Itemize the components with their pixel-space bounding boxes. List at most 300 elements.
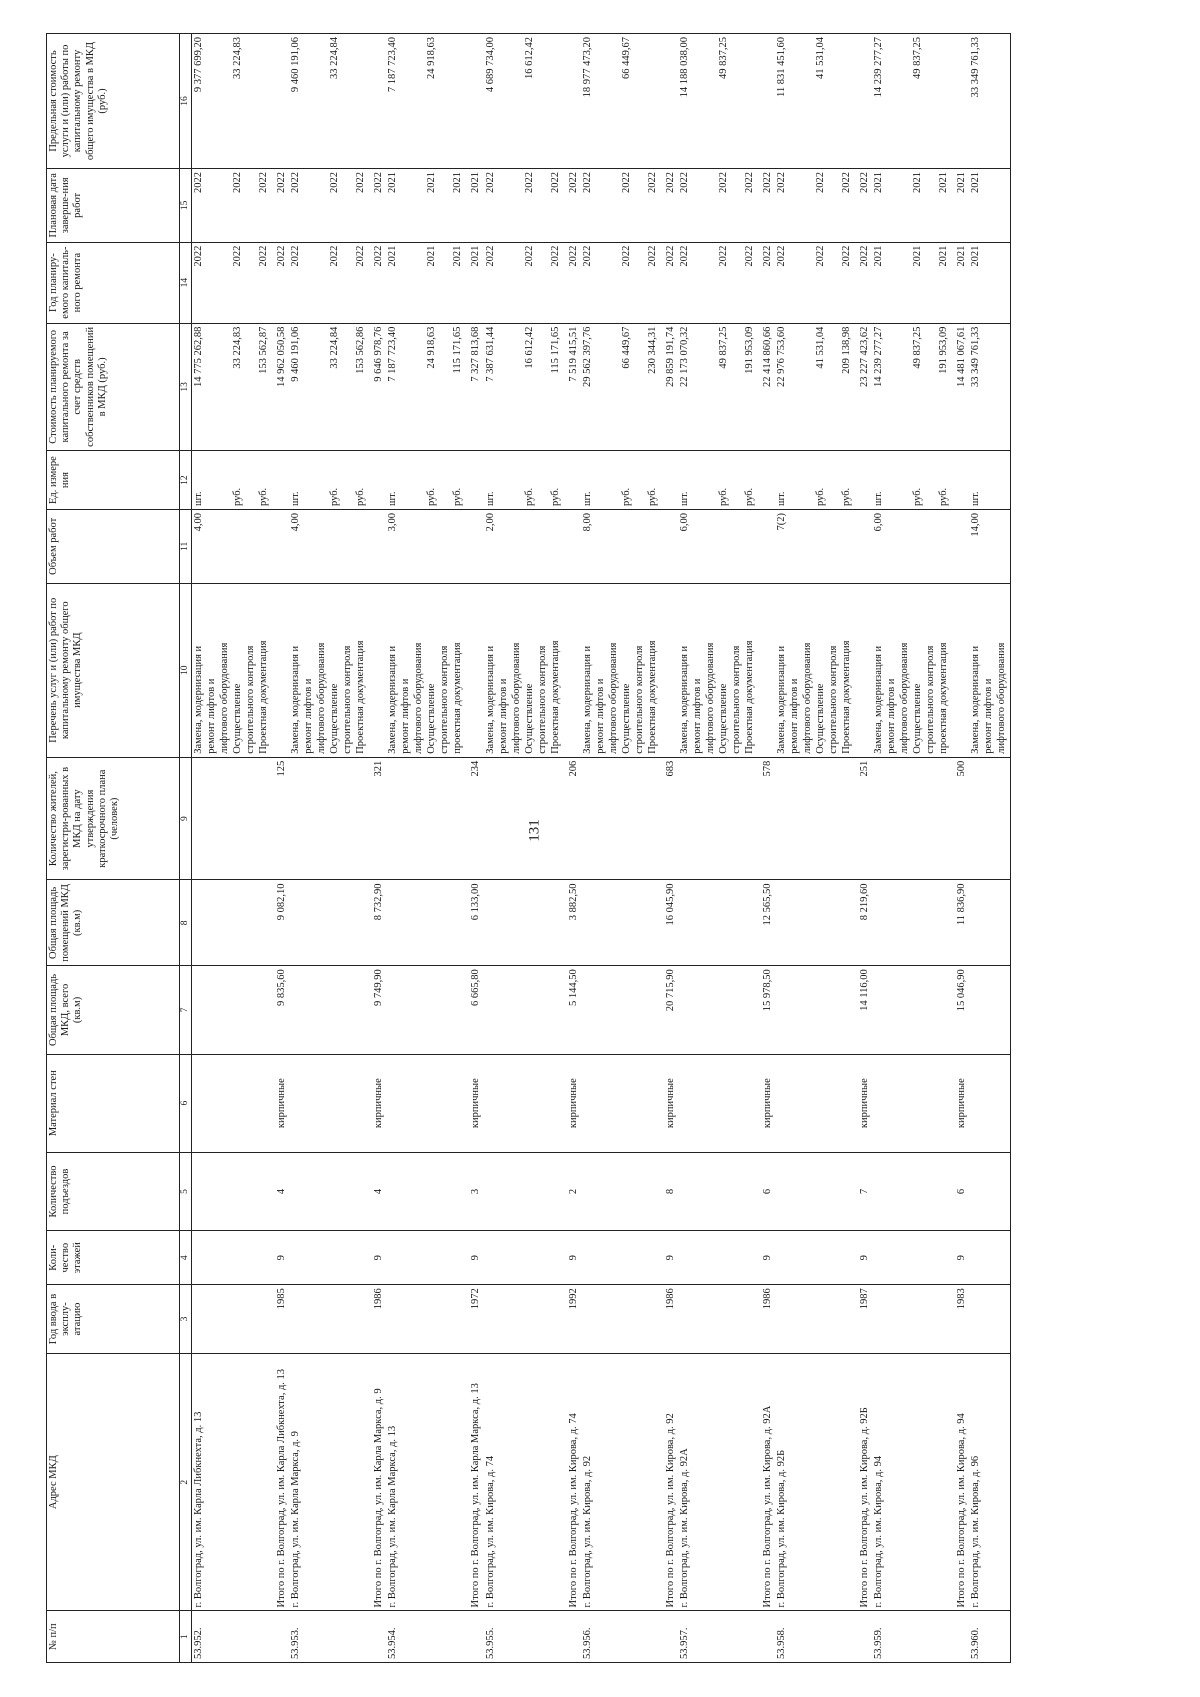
unit-line: руб. — [549, 487, 561, 507]
total-address-cell: Итого по г. Волгоград, ул. им. Кирова, д. 92А — [758, 1353, 775, 1611]
cost-line: 22 976 753,60 — [776, 326, 788, 387]
column-header-3: Год ввода в эксплу-атацию — [47, 1285, 180, 1354]
column-number-12: 12 — [180, 451, 192, 510]
plan-year-line: 2022 — [743, 245, 755, 267]
plan-year-cell — [678, 242, 758, 323]
end-year-line — [206, 172, 219, 239]
floors-cell — [581, 1231, 661, 1285]
unit-cell — [484, 451, 564, 510]
end-year-line — [245, 172, 258, 239]
unit-line: руб. — [620, 487, 632, 507]
volume-line — [232, 513, 245, 580]
cost-line — [925, 327, 938, 448]
plan-year-cell: 2022 — [272, 242, 289, 323]
floors-cell: 9 — [564, 1231, 581, 1285]
cost-line — [219, 327, 232, 448]
residents-cell — [581, 757, 661, 880]
end-year-line: 2022 — [646, 172, 658, 194]
plan-year-line: 2021 — [387, 245, 399, 267]
cost-line: 9 460 191,06 — [290, 326, 302, 382]
works-cell — [484, 583, 564, 757]
plan-year-line: 2022 — [258, 245, 270, 267]
unit-line: руб. — [841, 487, 853, 507]
volume-cell — [369, 510, 386, 584]
unit-cell — [192, 451, 273, 510]
plan-year-line: 2021 — [426, 245, 438, 267]
unit-line — [400, 454, 413, 506]
limit-line — [342, 37, 355, 165]
volume-line — [245, 513, 258, 580]
works-line: ремонт лифтов и — [594, 678, 606, 754]
works-line: Замена, модернизация и — [873, 645, 885, 754]
volume-line — [524, 513, 537, 580]
area-rooms-cell: 16 045,90 — [661, 880, 678, 966]
plan-year-cell — [192, 242, 273, 323]
end-year-cell — [872, 169, 952, 243]
material-cell — [289, 1054, 369, 1152]
limit-cell — [484, 34, 564, 169]
cost-line: 49 837,25 — [717, 326, 729, 369]
row-number: 53.955. — [484, 1611, 564, 1663]
floors-cell: 9 — [855, 1231, 872, 1285]
unit-line — [498, 454, 511, 506]
unit-line: шт. — [776, 491, 788, 507]
table-row — [775, 34, 855, 1663]
area-rooms-cell — [872, 880, 952, 966]
cost-cell: 22 414 860,66 — [758, 323, 775, 451]
area-rooms-cell — [775, 880, 855, 966]
table-row — [969, 34, 1011, 1663]
year-cell — [775, 1285, 855, 1354]
floors-cell — [484, 1231, 564, 1285]
works-cell — [775, 583, 855, 757]
volume-cell — [466, 510, 483, 584]
total-row — [466, 34, 483, 1663]
volume-line — [550, 513, 563, 580]
volume-line — [899, 513, 912, 580]
limit-line — [511, 37, 524, 165]
plan-year-line: 2022 — [841, 245, 853, 267]
capital-repair-table-sheet — [46, 33, 1196, 1663]
plan-year-cell — [386, 242, 466, 323]
end-year-cell — [581, 169, 661, 243]
unit-cell — [661, 451, 678, 510]
works-line: лифтового оборудования — [316, 642, 328, 754]
end-year-line — [634, 172, 647, 239]
residents-cell: 500 — [952, 757, 969, 880]
plan-year-line: 2022 — [678, 245, 690, 267]
limit-line: 33 349 761,33 — [970, 37, 982, 98]
limit-cell — [661, 34, 678, 169]
end-year-line: 2022 — [329, 172, 341, 194]
unit-line: шт. — [387, 491, 399, 507]
end-year-line — [498, 172, 511, 239]
unit-line: руб. — [815, 487, 827, 507]
volume-line: 2,00 — [484, 513, 496, 532]
cost-line — [342, 327, 355, 448]
residents-cell — [775, 757, 855, 880]
works-line: ремонт лифтов и — [789, 678, 801, 754]
plan-year-line — [828, 246, 841, 320]
plan-year-line — [219, 246, 232, 320]
volume-line — [342, 513, 355, 580]
works-line: лифтового оборудования — [219, 642, 231, 754]
row-number — [661, 1611, 678, 1663]
cost-line — [537, 327, 550, 448]
end-year-line: 2022 — [717, 172, 729, 194]
table-body — [192, 34, 1011, 1663]
address-cell: г. Волгоград, ул. им. Кирова, д. 92 — [581, 1353, 661, 1611]
plan-year-cell: 2021 — [466, 242, 483, 323]
volume-line — [802, 513, 815, 580]
total-address-cell: Итого по г. Волгоград, ул. им. Кирова, д. 92 — [661, 1353, 678, 1611]
unit-cell — [272, 451, 289, 510]
column-number-4: 4 — [180, 1231, 192, 1285]
cost-line — [413, 327, 426, 448]
row-number: 53.957. — [678, 1611, 758, 1663]
cost-line — [316, 327, 329, 448]
plan-year-line — [439, 246, 452, 320]
works-cell — [369, 583, 386, 757]
entrances-cell — [386, 1152, 466, 1231]
works-cell — [952, 583, 969, 757]
area-rooms-cell: 9 082,10 — [272, 880, 289, 966]
column-number-6: 6 — [180, 1054, 192, 1152]
works-line: проектная документация — [938, 642, 950, 754]
limit-line — [550, 37, 563, 165]
area-rooms-cell: 11 836,90 — [952, 880, 969, 966]
cost-line — [206, 327, 219, 448]
limit-line: 18 977 473,20 — [581, 37, 593, 98]
cost-line — [731, 327, 744, 448]
entrances-cell: 4 — [369, 1152, 386, 1231]
volume-cell — [484, 510, 564, 584]
limit-line — [400, 37, 413, 165]
total-address-cell: Итого по г. Волгоград, ул. им. Кирова, д. 94 — [952, 1353, 969, 1611]
end-year-line: 2022 — [620, 172, 632, 194]
column-header-8: Общая площадь помещений МКД (кв.м) — [47, 880, 180, 966]
table-row — [581, 34, 661, 1663]
cost-line: 230 344,31 — [646, 326, 658, 374]
end-year-cell — [386, 169, 466, 243]
plan-year-line: 2021 — [452, 245, 464, 267]
area-rooms-cell: 12 565,50 — [758, 880, 775, 966]
works-line: Осуществление — [523, 683, 535, 754]
row-number: 53.958. — [775, 1611, 855, 1663]
volume-cell — [192, 510, 273, 584]
limit-line: 7 187 723,40 — [387, 37, 399, 93]
area-cell: 15 978,50 — [758, 966, 775, 1054]
volume-line — [912, 513, 925, 580]
plan-year-line: 2022 — [717, 245, 729, 267]
unit-line — [789, 454, 802, 506]
limit-line: 49 837,25 — [912, 37, 924, 79]
total-row — [272, 34, 289, 1663]
cost-line: 7 187 723,40 — [387, 326, 399, 382]
residents-cell — [484, 757, 564, 880]
plan-year-cell: 2021 — [952, 242, 969, 323]
cost-line: 209 138,98 — [841, 326, 853, 374]
end-year-line: 2021 — [452, 172, 464, 194]
year-cell: 1972 — [466, 1285, 483, 1354]
limit-line — [886, 37, 899, 165]
volume-cell — [272, 510, 289, 584]
cost-line — [789, 327, 802, 448]
works-line: Осуществление — [912, 683, 924, 754]
area-rooms-cell — [678, 880, 758, 966]
limit-line — [355, 37, 368, 165]
entrances-cell: 2 — [564, 1152, 581, 1231]
cost-cell: 7 327 813,68 — [466, 323, 483, 451]
volume-line: 7(2) — [776, 513, 788, 531]
plan-year-cell — [484, 242, 564, 323]
plan-year-line — [925, 246, 938, 320]
area-cell — [678, 966, 758, 1054]
works-line: Осуществление — [329, 683, 341, 754]
end-year-line: 2021 — [873, 172, 885, 194]
address-cell: г. Волгоград, ул. им. Кирова, д. 94 — [872, 1353, 952, 1611]
end-year-line — [705, 172, 718, 239]
end-year-line — [886, 172, 899, 239]
end-year-cell: 2022 — [564, 169, 581, 243]
cost-cell — [775, 323, 855, 451]
end-year-line — [439, 172, 452, 239]
limit-line — [413, 37, 426, 165]
year-cell — [872, 1285, 952, 1354]
end-year-line: 2021 — [387, 172, 399, 194]
end-year-line: 2022 — [484, 172, 496, 194]
volume-line — [789, 513, 802, 580]
area-cell — [289, 966, 369, 1054]
works-line: Проектная документация — [841, 640, 853, 754]
row-number: 53.960. — [969, 1611, 1011, 1663]
limit-line — [206, 37, 219, 165]
end-year-line — [731, 172, 744, 239]
cost-cell — [484, 323, 564, 451]
limit-line: 33 224,83 — [232, 37, 244, 79]
area-cell: 9 835,60 — [272, 966, 289, 1054]
unit-line: руб. — [646, 487, 658, 507]
entrances-cell: 8 — [661, 1152, 678, 1231]
end-year-cell: 2022 — [855, 169, 872, 243]
end-year-line — [925, 172, 938, 239]
limit-line: 66 449,67 — [620, 37, 632, 79]
works-line: Проектная документация — [258, 640, 270, 754]
volume-line — [744, 513, 757, 580]
volume-line — [608, 513, 621, 580]
limit-line — [647, 37, 660, 165]
cost-line: 115 171,65 — [549, 326, 561, 374]
end-year-line — [899, 172, 912, 239]
works-line: строительного контроля — [633, 645, 645, 754]
cost-cell — [386, 323, 466, 451]
volume-line: 6,00 — [873, 513, 885, 532]
plan-year-cell — [775, 242, 855, 323]
area-cell — [872, 966, 952, 1054]
limit-line — [731, 37, 744, 165]
header-number-row — [180, 34, 192, 1663]
cost-line: 153 562,86 — [355, 326, 367, 374]
plan-year-line: 2022 — [232, 245, 244, 267]
floors-cell: 9 — [758, 1231, 775, 1285]
area-rooms-cell — [969, 880, 1011, 966]
column-number-1: 1 — [180, 1611, 192, 1663]
volume-line — [841, 513, 854, 580]
column-header-1: № п/п — [47, 1611, 180, 1663]
material-cell — [581, 1054, 661, 1152]
limit-line — [705, 37, 718, 165]
unit-line — [342, 454, 355, 506]
end-year-cell: 2021 — [466, 169, 483, 243]
column-number-14: 14 — [180, 242, 192, 323]
plan-year-line — [316, 246, 329, 320]
works-line: ремонт лифтов и — [497, 678, 509, 754]
row-number — [758, 1611, 775, 1663]
limit-line — [452, 37, 465, 165]
area-cell — [192, 966, 273, 1054]
cost-line: 7 387 631,44 — [484, 326, 496, 382]
unit-line: шт. — [678, 491, 690, 507]
works-cell — [192, 583, 273, 757]
works-line: Замена, модернизация и — [678, 645, 690, 754]
unit-line — [705, 454, 718, 506]
column-number-13: 13 — [180, 323, 192, 451]
table-row — [678, 34, 758, 1663]
column-header-4: Коли-чество этажей — [47, 1231, 180, 1285]
works-line: строительного контроля — [342, 645, 354, 754]
limit-cell — [952, 34, 969, 169]
year-cell: 1992 — [564, 1285, 581, 1354]
plan-year-cell — [289, 242, 369, 323]
volume-cell — [661, 510, 678, 584]
area-rooms-cell — [386, 880, 466, 966]
cost-line: 49 837,25 — [912, 326, 924, 369]
end-year-line: 2021 — [912, 172, 924, 194]
cost-line — [439, 327, 452, 448]
plan-year-line: 2022 — [290, 245, 302, 267]
header-row — [47, 34, 180, 1663]
volume-line — [634, 513, 647, 580]
end-year-line — [511, 172, 524, 239]
end-year-line: 2022 — [549, 172, 561, 194]
volume-line — [621, 513, 634, 580]
end-year-line — [303, 172, 316, 239]
cost-cell: 29 859 191,74 — [661, 323, 678, 451]
column-header-13: Стоимость планируемого капитального ремонта за счет средств собственников помещений в МКД (руб.) — [47, 323, 180, 451]
cost-line — [303, 327, 316, 448]
volume-line — [828, 513, 841, 580]
volume-line — [537, 513, 550, 580]
works-line: Проектная документация — [355, 640, 367, 754]
limit-line: 9 377 699,20 — [193, 37, 205, 93]
material-cell — [386, 1054, 466, 1152]
row-number: 53.953. — [289, 1611, 369, 1663]
total-row — [758, 34, 775, 1663]
cost-line — [705, 327, 718, 448]
area-cell: 15 046,90 — [952, 966, 969, 1054]
unit-cell — [466, 451, 483, 510]
works-line: ремонт лифтов и — [400, 678, 412, 754]
material-cell: кирпичные — [369, 1054, 386, 1152]
works-cell — [581, 583, 661, 757]
works-line: строительного контроля — [439, 645, 451, 754]
volume-cell — [386, 510, 466, 584]
row-number — [466, 1611, 483, 1663]
material-cell: кирпичные — [564, 1054, 581, 1152]
material-cell — [678, 1054, 758, 1152]
area-rooms-cell — [581, 880, 661, 966]
plan-year-line — [705, 246, 718, 320]
address-cell: г. Волгоград, ул. им. Кирова, д. 74 — [484, 1353, 564, 1611]
plan-year-cell: 2022 — [758, 242, 775, 323]
unit-cell — [386, 451, 466, 510]
end-year-line — [802, 172, 815, 239]
cost-cell: 9 646 978,76 — [369, 323, 386, 451]
volume-line: 8,00 — [581, 513, 593, 532]
material-cell: кирпичные — [758, 1054, 775, 1152]
year-cell — [678, 1285, 758, 1354]
area-cell: 14 116,00 — [855, 966, 872, 1054]
plan-year-line — [899, 246, 912, 320]
limit-line: 4 689 734,00 — [484, 37, 496, 93]
floors-cell — [969, 1231, 1011, 1285]
end-year-line — [828, 172, 841, 239]
volume-line — [938, 513, 951, 580]
residents-cell — [969, 757, 1011, 880]
unit-line: руб. — [258, 487, 270, 507]
limit-line — [744, 37, 757, 165]
column-number-15: 15 — [180, 169, 192, 243]
unit-line: руб. — [426, 487, 438, 507]
floors-cell — [678, 1231, 758, 1285]
cost-cell — [969, 323, 1011, 451]
material-cell: кирпичные — [272, 1054, 289, 1152]
cost-line: 66 449,67 — [620, 326, 632, 369]
plan-year-line — [245, 246, 258, 320]
end-year-line — [595, 172, 608, 239]
limit-line — [498, 37, 511, 165]
volume-line — [498, 513, 511, 580]
end-year-cell — [969, 169, 1011, 243]
volume-line — [400, 513, 413, 580]
works-line: Замена, модернизация и — [290, 645, 302, 754]
year-cell: 1986 — [661, 1285, 678, 1354]
table-header — [47, 34, 192, 1663]
entrances-cell — [581, 1152, 661, 1231]
plan-year-line — [413, 246, 426, 320]
cost-line — [245, 327, 258, 448]
plan-year-line: 2022 — [523, 245, 535, 267]
limit-line — [245, 37, 258, 165]
works-line: ремонт лифтов и — [206, 678, 218, 754]
material-cell — [775, 1054, 855, 1152]
volume-line — [206, 513, 219, 580]
cost-line — [692, 327, 705, 448]
limit-line: 11 831 451,60 — [776, 37, 788, 97]
limit-line: 14 239 277,27 — [873, 37, 885, 98]
volume-line — [303, 513, 316, 580]
row-number — [952, 1611, 969, 1663]
floors-cell — [775, 1231, 855, 1285]
floors-cell — [872, 1231, 952, 1285]
cost-line: 14 775 262,88 — [193, 326, 205, 387]
cost-line: 16 612,42 — [523, 326, 535, 369]
plan-year-line: 2022 — [581, 245, 593, 267]
plan-year-line — [206, 246, 219, 320]
limit-cell — [758, 34, 775, 169]
row-number: 53.954. — [386, 1611, 466, 1663]
area-cell — [775, 966, 855, 1054]
